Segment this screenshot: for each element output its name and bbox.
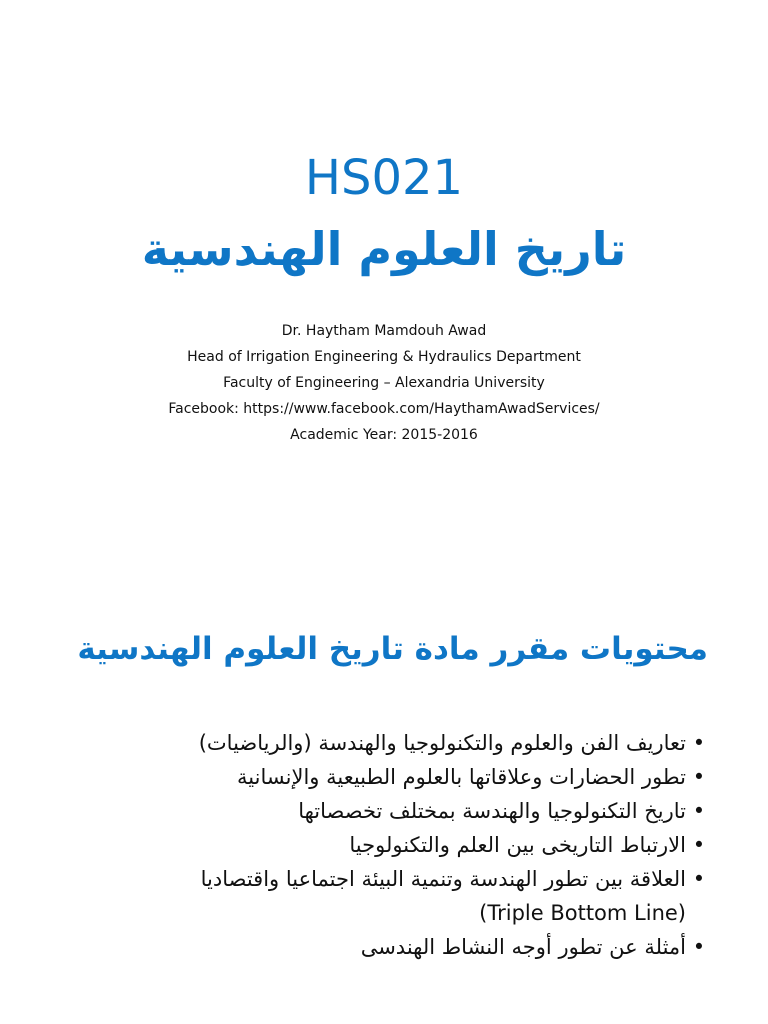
list-item	[88, 828, 708, 862]
list-item-text: أمثلة عن تطور أوجه النشاط الهندسى	[360, 935, 686, 959]
list-item-text: تاريخ التكنولوجيا والهندسة بمختلف تخصصاتها	[298, 799, 686, 823]
author-info	[0, 318, 768, 448]
list-item	[88, 726, 708, 760]
bullet-icon: •	[692, 833, 706, 857]
academic-year: Academic Year: 2015-2016	[290, 427, 478, 443]
list-item	[88, 862, 708, 930]
list-item	[88, 794, 708, 828]
bullet-icon: •	[692, 867, 706, 891]
list-item-text: تطور الحضارات وعلاقاتها بالعلوم الطبيعية والإنسانية	[237, 765, 686, 789]
bullet-icon: •	[692, 799, 706, 823]
list-item-text: العلاقة بين تطور الهندسة وتنمية البيئة اجتماعيا واقتصاديا	[200, 867, 686, 891]
author-facebook: Facebook: https://www.facebook.com/HaythamAwadServices/	[168, 401, 600, 417]
author-name: Dr. Haytham Mamdouh Awad	[281, 323, 487, 339]
author-position: Head of Irrigation Engineering & Hydraulics Department	[187, 349, 581, 365]
list-item	[88, 930, 708, 964]
contents-title: محتويات مقرر مادة تاريخ العلوم الهندسية	[77, 631, 708, 667]
list-item-subtext: (Triple Bottom Line)	[479, 901, 686, 925]
bullet-icon: •	[692, 935, 706, 959]
course-code: HS021	[304, 150, 464, 206]
contents-list	[88, 726, 708, 964]
author-affiliation: Faculty of Engineering – Alexandria University	[223, 375, 545, 391]
bullet-icon: •	[692, 731, 706, 755]
list-item-text: الارتباط التاريخى بين العلم والتكنولوجيا	[349, 833, 686, 857]
course-title-arabic: تاريخ العلوم الهندسية	[141, 222, 627, 276]
list-item	[88, 760, 708, 794]
bullet-icon: •	[692, 765, 706, 789]
contents-slide	[0, 512, 768, 1024]
list-item-text: تعاريف الفن والعلوم والتكنولوجيا والهندسة (والرياضيات)	[198, 731, 686, 755]
